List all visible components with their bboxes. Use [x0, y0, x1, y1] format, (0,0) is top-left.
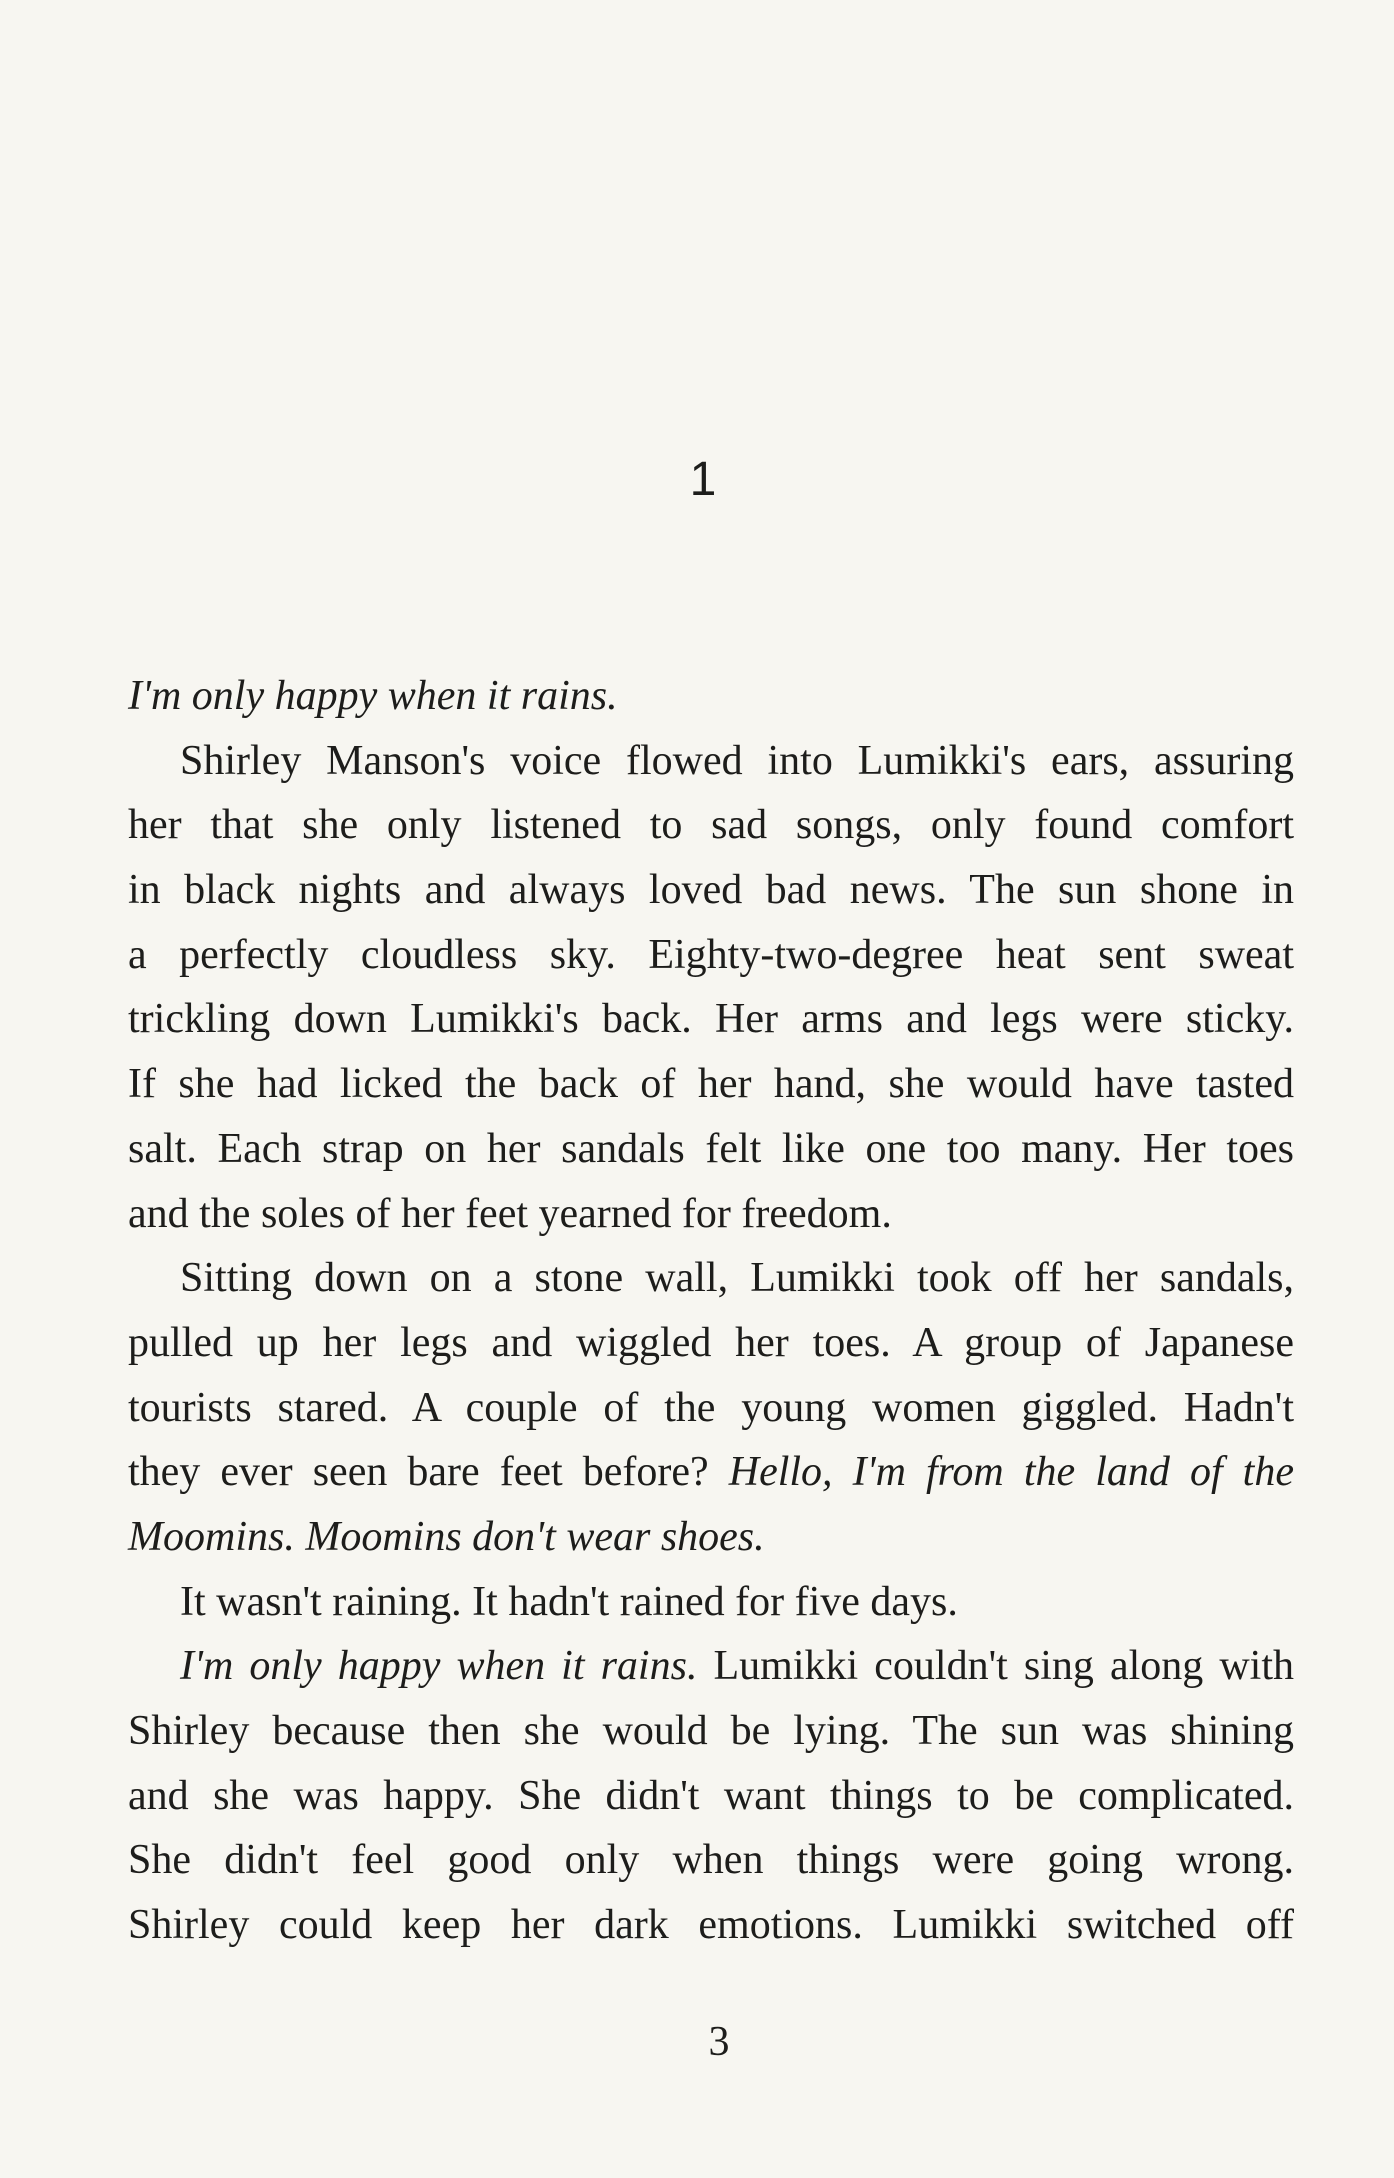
paragraph-line: Sitting down on a stone wall, Lumikki took off her sandals,	[180, 1255, 1294, 1302]
paragraph-text-italic: I'm only happy when it rains.	[180, 1643, 698, 1690]
paragraph-line: Shirley because then she would be lying. The sun was shining	[128, 1708, 1294, 1754]
paragraph-line: trickling down Lumikki's back. Her arms and legs were sticky.	[128, 996, 1294, 1043]
paragraph-line	[128, 1440, 1294, 1505]
paragraph-line: Shirley could keep her dark emotions. Lumikki switched off	[128, 1902, 1294, 1949]
paragraph-line: She didn't feel good only when things were going wrong.	[128, 1837, 1294, 1884]
paragraph-line: Shirley Manson's voice flowed into Lumikki's ears, assuring	[180, 737, 1294, 784]
paragraph-line: and she was happy. She didn't want things to be complicated.	[128, 1772, 1294, 1819]
paragraph-line: her that she only listened to sad songs, only found comfort	[128, 802, 1294, 849]
paragraph-text-roman: they ever seen bare feet before?	[128, 1449, 729, 1496]
paragraph-line: It wasn't raining. It hadn't rained for five days.	[180, 1578, 958, 1625]
body-text	[128, 664, 1294, 1958]
paragraph-line: Moomins. Moomins don't wear shoes.	[128, 1513, 765, 1560]
epigraph-line: I'm only happy when it rains.	[128, 673, 618, 719]
chapter-number: 1	[689, 453, 717, 506]
paragraph-text-roman: Lumikki couldn't sing along with	[697, 1643, 1294, 1690]
paragraph-line: pulled up her legs and wiggled her toes. A group of Japanese	[128, 1319, 1294, 1366]
paragraph-line: tourists stared. A couple of the young women giggled. Hadn't	[128, 1384, 1294, 1431]
paragraph-line: in black nights and always loved bad news. The sun shone in	[128, 867, 1294, 914]
paragraph-line: and the soles of her feet yearned for freedom.	[128, 1190, 892, 1237]
paragraph-line: If she had licked the back of her hand, she would have tasted	[128, 1061, 1294, 1108]
paragraph-line: a perfectly cloudless sky. Eighty-two-degree heat sent sweat	[128, 931, 1294, 978]
page-number: 3	[708, 2019, 730, 2065]
paragraph-text-italic: Hello, I'm from the land of the	[728, 1449, 1294, 1496]
paragraph-line	[128, 1634, 1294, 1699]
paragraph-line: salt. Each strap on her sandals felt like one too many. Her toes	[128, 1125, 1294, 1172]
